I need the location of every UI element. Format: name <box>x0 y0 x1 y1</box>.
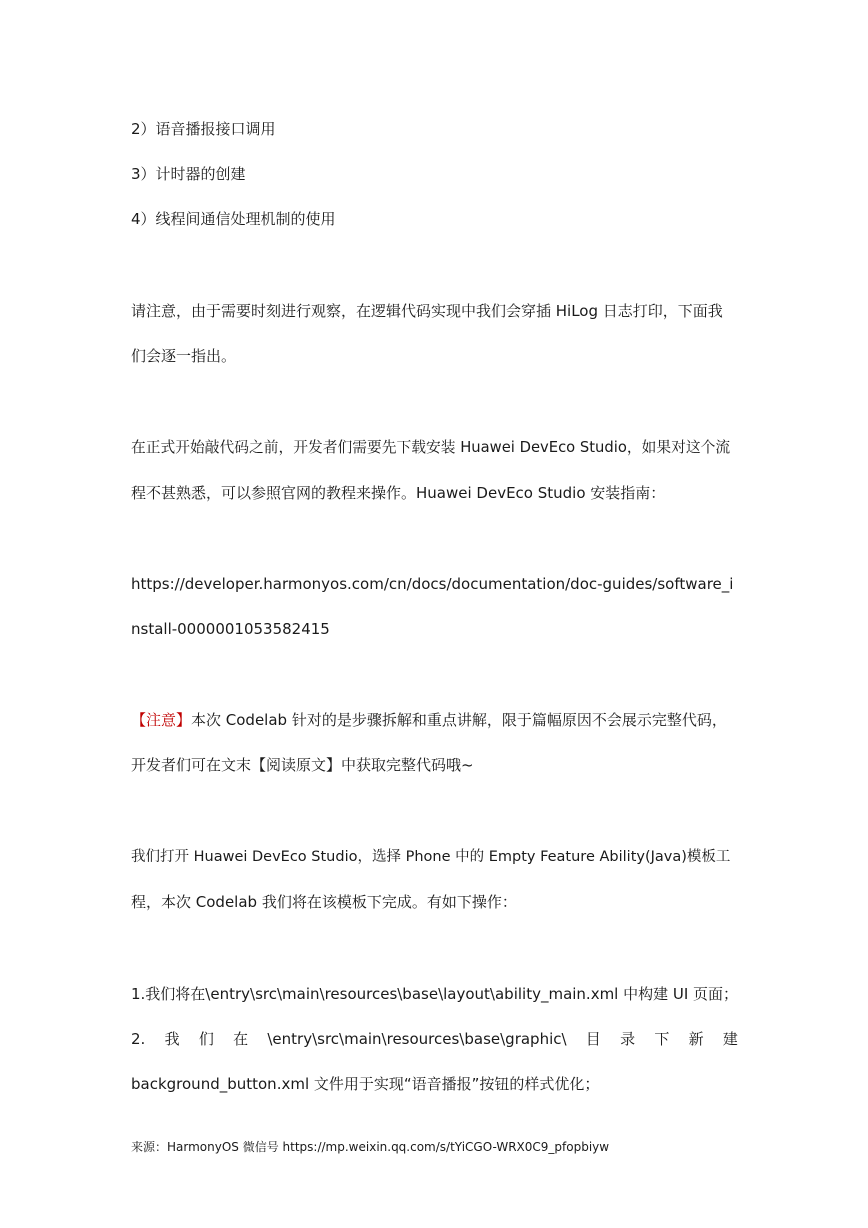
step-word: 2. <box>131 1030 146 1048</box>
paragraph-notice-line: 请注意，由于需要时刻进行观察，在逻辑代码实现中我们会穿插 HiLog 日志打印，下面我 <box>131 302 723 320</box>
paragraph-open-line: 程，本次 Codelab 我们将在该模板下完成。有如下操作： <box>131 893 517 911</box>
step-word: 录 <box>620 1030 636 1048</box>
attention-text: 本次 Codelab 针对的是步骤拆解和重点讲解，限于篇幅原因不会展示完整代码， <box>191 711 727 729</box>
list-item: 2）语音播报接口调用 <box>131 120 276 138</box>
step-item <box>131 1029 738 1049</box>
list-item: 3）计时器的创建 <box>131 165 246 183</box>
source-text: HarmonyOS 微信号 https://mp.weixin.qq.com/s/tYiCGO-WRX0C9_pfopbiyw <box>167 1140 610 1154</box>
paragraph-notice-line: 们会逐一指出。 <box>131 347 237 365</box>
source-footer <box>131 1139 609 1155</box>
paragraph-attention-line <box>131 710 738 730</box>
step-word: 下 <box>654 1030 670 1048</box>
step-item: 1.我们将在\entry\src\main\resources\base\layout\ability_main.xml 中构建 UI 页面； <box>131 985 739 1003</box>
step-word: 我 <box>164 1030 180 1048</box>
step-word: \entry\src\main\resources\base\graphic\ <box>267 1030 567 1048</box>
install-guide-url: https://developer.harmonyos.com/cn/docs/documentation/doc-guides/software_i <box>131 575 734 593</box>
list-item: 4）线程间通信处理机制的使用 <box>131 210 336 228</box>
source-label: 来源： <box>131 1140 168 1154</box>
step-word: 们 <box>198 1030 214 1048</box>
install-guide-url: nstall-0000001053582415 <box>131 620 330 638</box>
attention-tag: 【注意】 <box>131 711 192 729</box>
paragraph-attention-line: 开发者们可在文末【阅读原文】中获取完整代码哦~ <box>131 756 474 774</box>
step-item: background_button.xml 文件用于实现“语音播报”按钮的样式优化； <box>131 1075 600 1093</box>
step-word: 目 <box>585 1030 601 1048</box>
step-word: 建 <box>722 1030 738 1048</box>
step-word: 新 <box>688 1030 704 1048</box>
paragraph-open-line: 我们打开 Huawei DevEco Studio，选择 Phone 中的 Empty Feature Ability(Java)模板工 <box>131 849 731 865</box>
paragraph-install-line: 在正式开始敲代码之前，开发者们需要先下载安装 Huawei DevEco Studio，如果对这个流 <box>131 439 731 456</box>
step-word: 在 <box>233 1030 249 1048</box>
paragraph-install-line: 程不甚熟悉，可以参照官网的教程来操作。Huawei DevEco Studio 安装指南： <box>131 484 666 502</box>
